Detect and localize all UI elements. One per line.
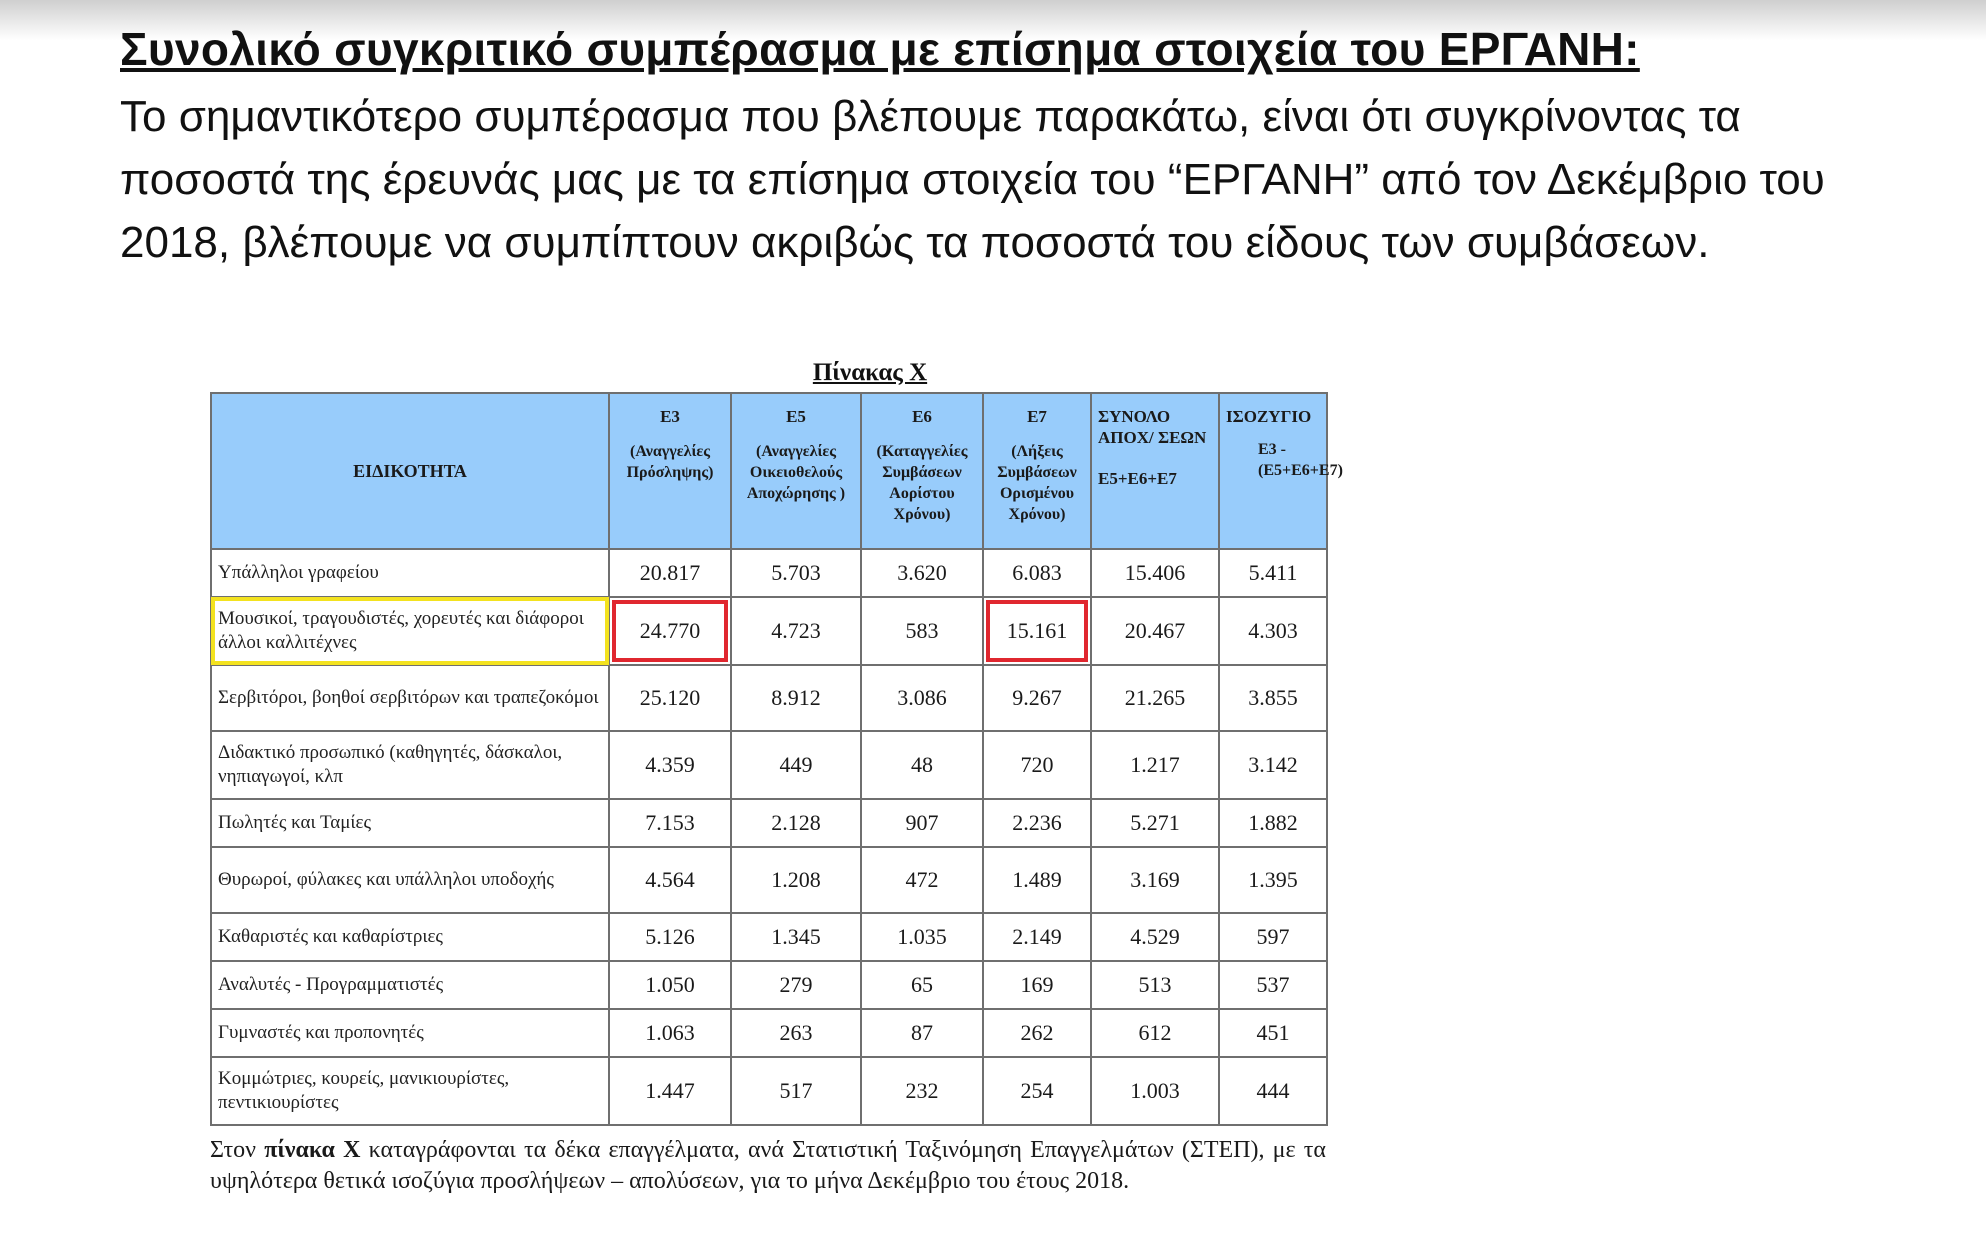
header-total-formula: Ε5+Ε6+Ε7 bbox=[1098, 469, 1177, 488]
cell-e6: 65 bbox=[861, 961, 983, 1009]
cell-e3: 4.564 bbox=[609, 847, 731, 913]
cell-balance: 3.142 bbox=[1219, 731, 1327, 799]
cell-total: 3.169 bbox=[1091, 847, 1219, 913]
cell-e6: 907 bbox=[861, 799, 983, 847]
cell-balance: 4.303 bbox=[1219, 597, 1327, 665]
cell-e7: 2.149 bbox=[983, 913, 1091, 961]
cell-total: 4.529 bbox=[1091, 913, 1219, 961]
cell-balance: 537 bbox=[1219, 961, 1327, 1009]
cell-e6: 48 bbox=[861, 731, 983, 799]
cell-e6: 232 bbox=[861, 1057, 983, 1125]
cell-e3: 25.120 bbox=[609, 665, 731, 731]
cell-total: 1.217 bbox=[1091, 731, 1219, 799]
employment-table bbox=[210, 392, 1343, 1126]
cell-e3: 20.817 bbox=[609, 549, 731, 597]
cell-balance: 5.411 bbox=[1219, 549, 1327, 597]
header-e3 bbox=[609, 393, 731, 549]
table-row bbox=[211, 847, 1327, 913]
cell-e5: 1.345 bbox=[731, 913, 861, 961]
caption-text: καταγράφονται τα δέκα επαγγέλματα, ανά Στατιστική Ταξινόμηση Επαγγελμάτων (ΣΤΕΠ), με τα υψηλότερα θετικά ισοζύγια προσλήψεων – απολύσεων, για το μήνα Δεκέμβριο του έτους 2018. bbox=[210, 1137, 1327, 1194]
header-e6 bbox=[861, 393, 983, 549]
intro-paragraph: Το σημαντικότερο συμπέρασμα που βλέπουμε παρακάτω, είναι ότι συγκρίνοντας τα ποσοστά της έρευνάς μας με τα επίσημα στοιχεία του “ΕΡΓΑΝΗ” από τον Δεκέμβριο του 2018, βλέπουμε να συμπίπτουν ακριβώς τα ποσοστά του είδους των συμβάσεων. bbox=[120, 92, 1825, 267]
cell-e5: 279 bbox=[731, 961, 861, 1009]
cell-balance: 3.855 bbox=[1219, 665, 1327, 731]
cell-e3: 1.050 bbox=[609, 961, 731, 1009]
row-label: Κομμώτριες, κουρείς, μανικιουρίστες, πεντικιουρίστες bbox=[211, 1057, 609, 1125]
header-e7-code: Ε7 bbox=[1027, 407, 1047, 426]
row-label-highlighted: Μουσικοί, τραγουδιστές, χορευτές και διάφοροι άλλοι καλλιτέχνες bbox=[211, 597, 609, 665]
cell-e7: 169 bbox=[983, 961, 1091, 1009]
cell-balance: 444 bbox=[1219, 1057, 1327, 1125]
section-heading: Συνολικό συγκριτικό συμπέρασμα με επίσημα στοιχεία του ΕΡΓΑΝΗ: bbox=[120, 23, 1640, 75]
header-e7-desc: (Λήξεις Συμβάσεων Ορισμένου Χρόνου) bbox=[997, 443, 1077, 523]
header-balance bbox=[1219, 393, 1343, 549]
header-e5-code: Ε5 bbox=[786, 407, 806, 426]
cell-e3: 1.447 bbox=[609, 1057, 731, 1125]
cell-e5: 5.703 bbox=[731, 549, 861, 597]
table-row bbox=[211, 799, 1327, 847]
cell-e3: 5.126 bbox=[609, 913, 731, 961]
cell-e5: 2.128 bbox=[731, 799, 861, 847]
header-e7 bbox=[983, 393, 1091, 549]
cell-e5: 449 bbox=[731, 731, 861, 799]
cell-balance: 1.882 bbox=[1219, 799, 1327, 847]
cell-total: 1.003 bbox=[1091, 1057, 1219, 1125]
cell-e3: 7.153 bbox=[609, 799, 731, 847]
cell-balance: 1.395 bbox=[1219, 847, 1327, 913]
header-e5 bbox=[731, 393, 861, 549]
header-specialty: ΕΙΔΙΚΟΤΗΤΑ bbox=[211, 393, 609, 549]
cell-e3-highlighted: 24.770 bbox=[609, 597, 731, 665]
cell-e5: 517 bbox=[731, 1057, 861, 1125]
caption-prefix: Στον bbox=[210, 1137, 265, 1163]
cell-total: 15.406 bbox=[1091, 549, 1219, 597]
caption-table-ref: πίνακα Χ bbox=[264, 1137, 361, 1163]
cell-total: 20.467 bbox=[1091, 597, 1219, 665]
cell-e7: 2.236 bbox=[983, 799, 1091, 847]
row-label: Σερβιτόροι, βοηθοί σερβιτόρων και τραπεζοκόμοι bbox=[211, 665, 609, 731]
table-header-row bbox=[211, 393, 1327, 549]
cell-e6: 87 bbox=[861, 1009, 983, 1057]
cell-e7: 254 bbox=[983, 1057, 1091, 1125]
table-row bbox=[211, 961, 1327, 1009]
header-e3-code: Ε3 bbox=[660, 407, 680, 426]
table-row bbox=[211, 731, 1327, 799]
row-label: Γυμναστές και προπονητές bbox=[211, 1009, 609, 1057]
cell-e7: 6.083 bbox=[983, 549, 1091, 597]
table-row bbox=[211, 665, 1327, 731]
cell-e6: 472 bbox=[861, 847, 983, 913]
cell-e3: 1.063 bbox=[609, 1009, 731, 1057]
header-e6-code: Ε6 bbox=[912, 407, 932, 426]
header-balance-formula: Ε3 - (Ε5+Ε6+Ε7) bbox=[1258, 441, 1343, 479]
header-balance-title: ΙΣΟΖΥΓΙΟ bbox=[1226, 407, 1312, 426]
cell-balance: 597 bbox=[1219, 913, 1327, 961]
table-row bbox=[211, 913, 1327, 961]
cell-e6: 3.620 bbox=[861, 549, 983, 597]
cell-e3: 4.359 bbox=[609, 731, 731, 799]
table-row bbox=[211, 1009, 1327, 1057]
cell-total: 513 bbox=[1091, 961, 1219, 1009]
header-e5-desc: (Αναγγελίες Οικειοθελούς Αποχώρησης ) bbox=[746, 443, 846, 502]
table-row bbox=[211, 549, 1327, 597]
cell-e5: 8.912 bbox=[731, 665, 861, 731]
cell-e5: 4.723 bbox=[731, 597, 861, 665]
header-e6-desc: (Καταγγελίες Συμβάσεων Αορίστου Χρόνου) bbox=[876, 443, 968, 523]
table-row-highlighted bbox=[211, 597, 1327, 665]
row-label: Πωλητές και Ταμίες bbox=[211, 799, 609, 847]
table-row bbox=[211, 1057, 1327, 1125]
cell-total: 612 bbox=[1091, 1009, 1219, 1057]
header-total-title: ΣΥΝΟΛΟ ΑΠΟΧ/ ΣΕΩΝ bbox=[1098, 407, 1207, 447]
cell-e6: 1.035 bbox=[861, 913, 983, 961]
cell-total: 5.271 bbox=[1091, 799, 1219, 847]
row-label: Καθαριστές και καθαρίστριες bbox=[211, 913, 609, 961]
row-label: Αναλυτές - Προγραμματιστές bbox=[211, 961, 609, 1009]
cell-balance: 451 bbox=[1219, 1009, 1327, 1057]
table-title: Πίνακας Χ bbox=[812, 359, 928, 386]
row-label: Διδακτικό προσωπικό (καθηγητές, δάσκαλοι, νηπιαγωγοί, κλπ bbox=[211, 731, 609, 799]
cell-total: 21.265 bbox=[1091, 665, 1219, 731]
header-total bbox=[1091, 393, 1219, 549]
cell-e7-highlighted: 15.161 bbox=[983, 597, 1091, 665]
cell-e5: 263 bbox=[731, 1009, 861, 1057]
cell-e7: 9.267 bbox=[983, 665, 1091, 731]
cell-e7: 262 bbox=[983, 1009, 1091, 1057]
cell-e6: 3.086 bbox=[861, 665, 983, 731]
cell-e6: 583 bbox=[861, 597, 983, 665]
header-e3-desc: (Αναγγελίες Πρόσληψης) bbox=[626, 443, 714, 481]
row-label: Θυρωροί, φύλακες και υπάλληλοι υποδοχής bbox=[211, 847, 609, 913]
table-caption bbox=[210, 1135, 1326, 1197]
row-label: Υπάλληλοι γραφείου bbox=[211, 549, 609, 597]
cell-e5: 1.208 bbox=[731, 847, 861, 913]
cell-e7: 1.489 bbox=[983, 847, 1091, 913]
cell-e7: 720 bbox=[983, 731, 1091, 799]
